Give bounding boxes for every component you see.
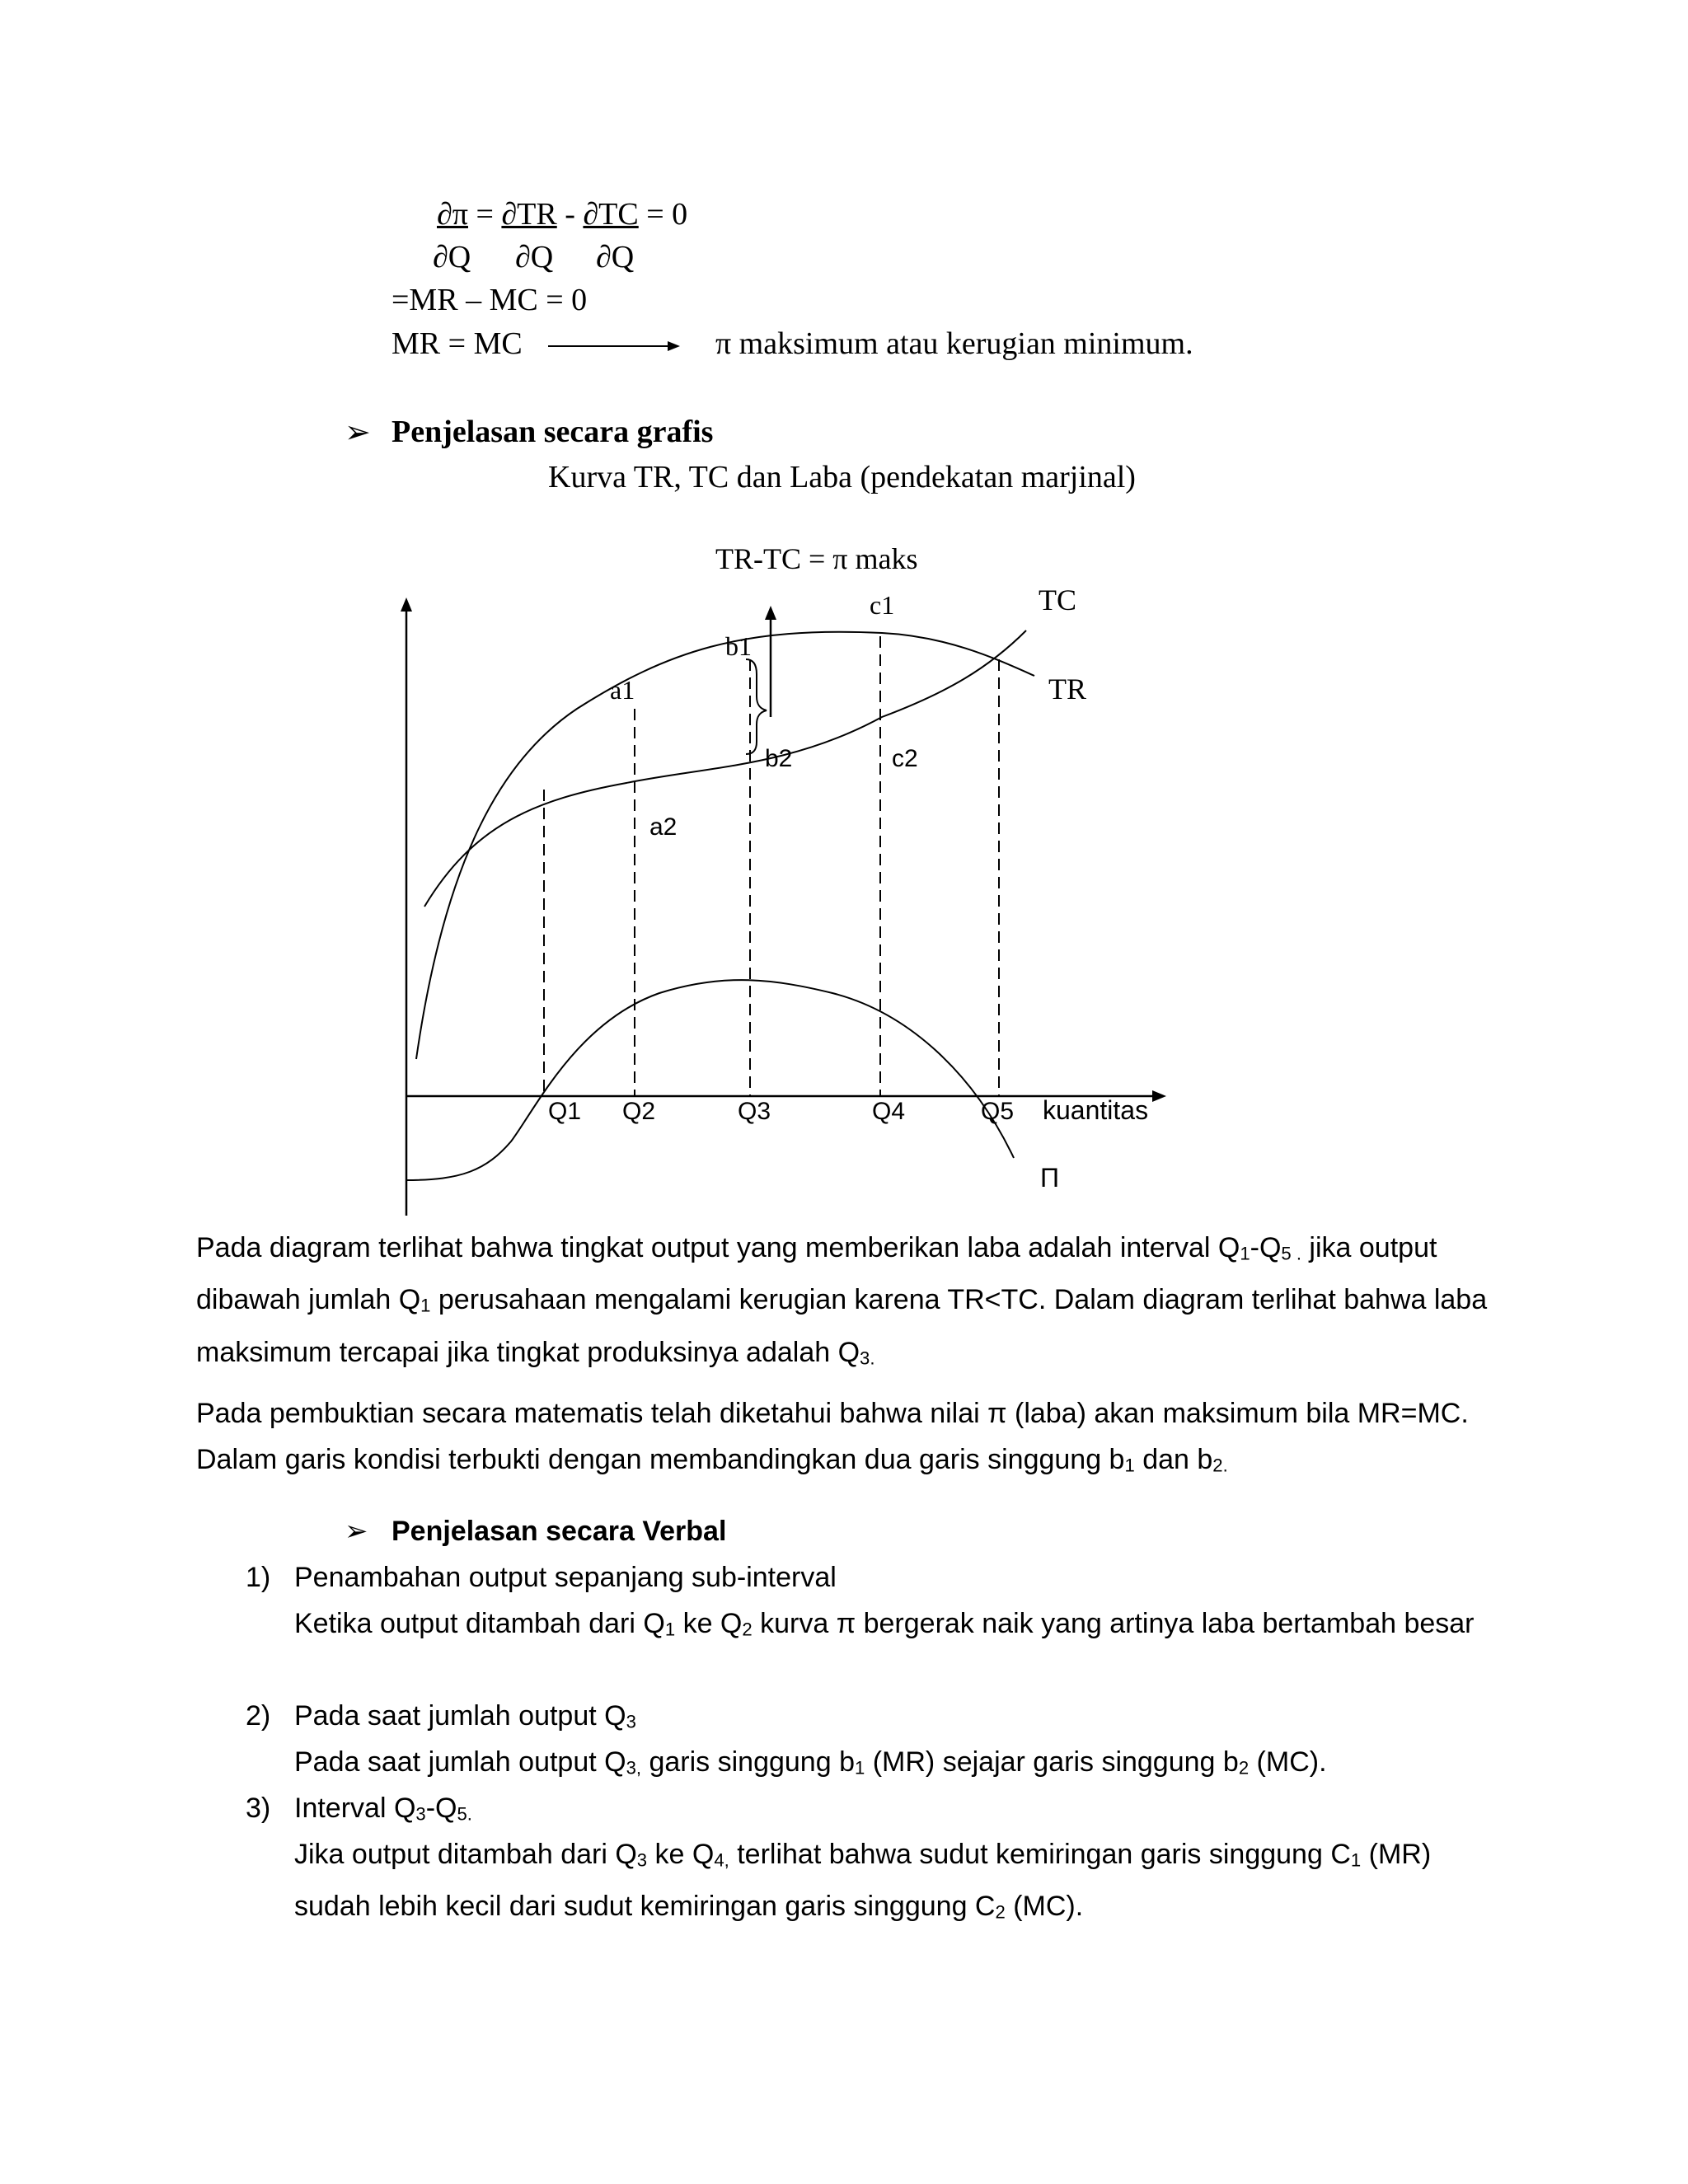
equation-pi-maksimum: π maksimum atau kerugian minimum.: [715, 326, 1193, 361]
tr-curve: [416, 632, 1034, 1059]
bullet-arrow-icon: ➢: [345, 415, 371, 450]
p2-sub-1: 1: [1124, 1455, 1135, 1476]
p2-text-2: dan b: [1134, 1444, 1213, 1475]
l3-s2: 4,: [714, 1849, 729, 1871]
list-title-3: [294, 1785, 472, 1837]
graph-top-label: TR-TC = π maks: [715, 542, 918, 575]
l1-t2: ke Q: [675, 1608, 743, 1639]
l1-t1: Ketika output ditambah dari Q: [294, 1608, 665, 1639]
label-tr: TR: [1048, 673, 1087, 705]
l3-title-t1: Interval Q: [294, 1793, 416, 1824]
p1-sub-1: 1: [1240, 1243, 1250, 1264]
section-heading-verbal: Penjelasan secara Verbal: [392, 1516, 727, 1547]
p1-sub-2: 5 .: [1281, 1243, 1301, 1264]
label-a2: a2: [649, 813, 678, 841]
l2-s3: 2: [1238, 1757, 1250, 1779]
l3-title-s1: 3: [415, 1803, 426, 1825]
l3-t5: (MC).: [1005, 1891, 1084, 1923]
list-title-1: Penambahan output sepanjang sub-interval: [294, 1562, 837, 1593]
y-axis-arrow: [401, 598, 412, 612]
label-b2: b2: [765, 745, 793, 772]
l2-t1: Pada saat jumlah output Q: [294, 1746, 626, 1778]
l3-t3: terlihat bahwa sudut kemiringan garis singgung C: [729, 1839, 1351, 1870]
l3-s1: 3: [636, 1849, 648, 1871]
l3-title-s2: 5.: [457, 1803, 472, 1825]
p2-sub-2: 2.: [1212, 1455, 1228, 1476]
minus-sign: -: [556, 197, 584, 232]
eq-sign: =: [467, 197, 502, 232]
p1-text-4: perusahaan mengalami kerugian karena TR<TC. Dalam diagram terlihat bahwa laba maksimum tercapai jika tingkat produksinya adalah Q: [196, 1284, 1488, 1368]
bullet-arrow-icon-2: ➢: [345, 1516, 368, 1547]
list-body-2: [294, 1739, 1327, 1791]
l1-s2: 2: [742, 1619, 753, 1640]
dq-2: ∂Q: [515, 240, 554, 274]
l2-t2: garis singgung b: [641, 1746, 855, 1778]
p1-text-2: -Q: [1250, 1232, 1282, 1263]
d-pi: ∂π: [437, 197, 468, 232]
label-q1: Q1: [548, 1098, 582, 1125]
l2-s1: 3,: [626, 1757, 642, 1779]
l3-title-t2: -Q: [425, 1793, 457, 1824]
l3-t1: Jika output ditambah dari Q: [294, 1839, 637, 1870]
l2-title-s1: 3: [626, 1711, 636, 1732]
label-q4: Q4: [872, 1098, 906, 1125]
label-c1: c1: [870, 590, 895, 620]
brace-b1-b2: [746, 659, 767, 754]
label-q5: Q5: [981, 1098, 1015, 1125]
l2-s2: 1: [854, 1757, 865, 1779]
dq-1: ∂Q: [433, 240, 471, 274]
profit-curve: [406, 980, 1014, 1180]
equation-mr-mc-zero: =MR – MC = 0: [392, 283, 588, 317]
l1-t3: kurva π bergerak naik yang artinya laba bertambah besar: [752, 1608, 1475, 1639]
l1-s1: 1: [664, 1619, 676, 1640]
label-pi: Π: [1040, 1163, 1060, 1193]
list-title-2: [294, 1693, 636, 1745]
l3-s4: 2: [995, 1901, 1006, 1923]
section-heading-grafis: Penjelasan secara grafis: [392, 415, 714, 449]
paragraph-interval-laba: [196, 1225, 1515, 1381]
list-body-1: [294, 1601, 1498, 1652]
list-num-3: 3): [246, 1793, 271, 1824]
label-kuantitas: kuantitas: [1043, 1095, 1149, 1125]
d-tc: ∂TC: [583, 197, 639, 232]
label-b1: b1: [725, 631, 752, 661]
paragraph-pembuktian: [196, 1390, 1482, 1488]
label-q2: Q2: [622, 1098, 656, 1125]
list-num-1: 1): [246, 1562, 271, 1593]
l2-t4: (MC).: [1249, 1746, 1327, 1778]
p1-text-3: jika output dibawah jumlah Q: [196, 1232, 1437, 1316]
list-num-2: 2): [246, 1700, 271, 1732]
graph-subtitle: Kurva TR, TC dan Laba (pendekatan marjinal): [548, 460, 1136, 494]
x-axis-arrow: [1152, 1090, 1166, 1102]
label-c2: c2: [892, 745, 918, 772]
l2-t3: (MR) sejajar garis singgung b: [865, 1746, 1239, 1778]
label-q3: Q3: [738, 1098, 771, 1125]
p1-text-1: Pada diagram terlihat bahwa tingkat output yang memberikan laba adalah interval Q: [196, 1232, 1240, 1263]
l2-title-t1: Pada saat jumlah output Q: [294, 1700, 626, 1732]
p1-sub-3: 1: [420, 1295, 431, 1316]
max-profit-arrowhead: [765, 606, 776, 620]
eq-zero: = 0: [638, 197, 688, 232]
l3-s3: 1: [1350, 1849, 1362, 1871]
label-tc: TC: [1039, 583, 1077, 616]
p1-sub-4: 3.: [860, 1347, 875, 1368]
dq-3: ∂Q: [596, 240, 635, 274]
label-a1: a1: [610, 675, 635, 705]
l3-t2: ke Q: [647, 1839, 715, 1870]
l3-t4: (MR) sudah lebih kecil dari sudut kemiringan garis singgung C: [294, 1839, 1432, 1923]
d-tr: ∂TR: [501, 197, 557, 232]
p2-text-1: Pada pembuktian secara matematis telah diketahui bahwa nilai π (laba) akan maksimum bila MR=MC. Dalam garis kondisi terbukti dengan membandingkan dua garis singgung b: [196, 1398, 1469, 1475]
equation-mr-eq-mc: MR = MC: [392, 326, 523, 361]
list-body-3: [294, 1831, 1514, 1936]
